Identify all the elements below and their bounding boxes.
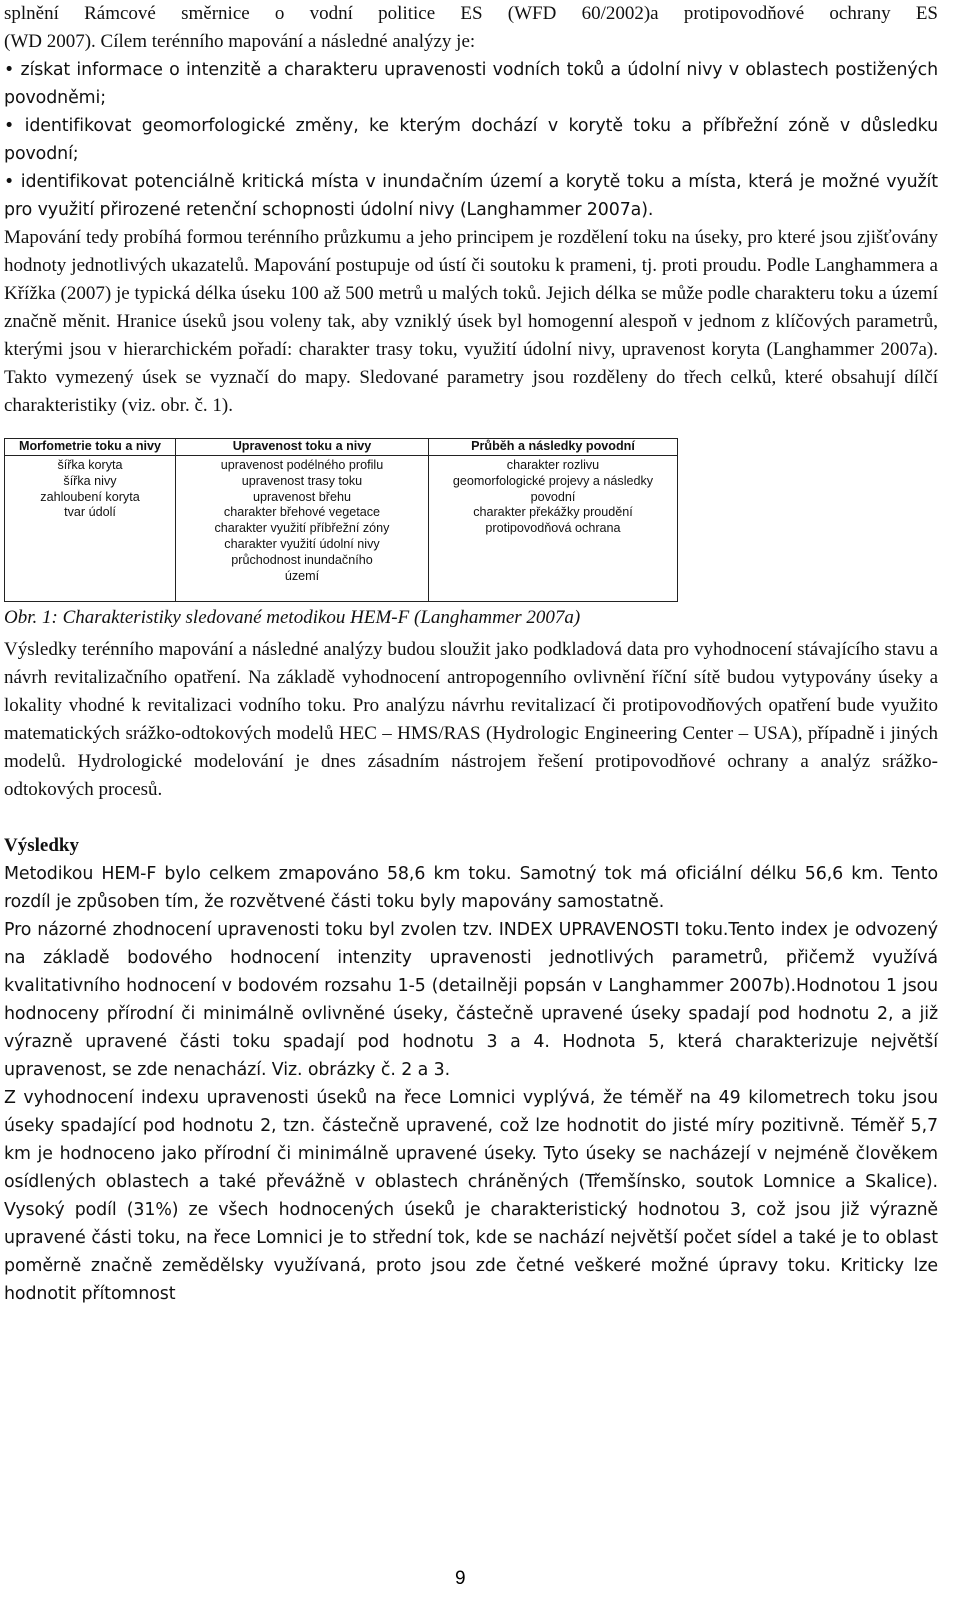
figure-item: charakter rozlivu [506,458,600,472]
section-heading-results: Výsledky [4,835,79,856]
figure-item: území [284,568,320,583]
figure-column-regulation [176,439,429,601]
figure-column-items [215,456,390,584]
results-paragraph-2: Pro názorné zhodnocení upravenosti toku byl zvolen tzv. INDEX UPRAVENOSTI toku.Tento index je odvozený na základě bodového hodnocení intenzity upravenosti jednotlivých parametrů, přičemž využívá kvalitativního hodnocení v bodovém rozsahu 1-5 (detailněji popsán v Langhammer 2007b).Hodnotou 1 jsou hodnoceny přírodní či minimálně ovlivněné úseky, částečně upravené úseky spadají pod hodnotu 2, a již výrazně upravené části toku spadají pod hodnotu 3 a 4. Hodnota 5, která charakterizuje největší upravenost, se zde nenachází. Viz. obrázky č. 2 a 3. [4,920,938,1080]
figure-item: upravenost podélného profilu [220,458,384,472]
paragraph-results-use: Výsledky terénního mapování a následné analýzy budou sloužit jako podkladová data pro vyhodnocení stávajícího stavu a návrh revitalizačního opatření. Na základě vyhodnocení antropogenního ovlivnění říční sítě budou vytypovány úseky a lokality vhodné k revitalizaci vodního toku. Pro analýzu návrhu revitalizací či protipovodňových opatření bude využito matematických srážko-odtokových modelů HEC – HMS/RAS (Hydrologic Engineering Center – USA), případně i jiných modelů. Hydrologické modelování je dnes zásadním nástrojem řešení protipovodňové ochrany a analýz srážko-odtokových procesů. [4,639,938,800]
results-paragraph-1: Metodikou HEM-F bylo celkem zmapováno 58,6 km toku. Samotný tok má oficiální délku 56,6 km. Tento rozdíl je způsoben tím, že rozvětvené části toku byly mapovány samostatně. [4,864,938,912]
figure-item: šířka koryta [57,458,123,472]
figure-item: šířka nivy [63,473,117,488]
bullet-2: • identifikovat geomorfologické změny, ke kterým dochází v korytě toku a příbřežní zóně v důsledku povodní; [4,116,938,164]
figure-item: charakter břehové vegetace [223,505,381,520]
figure-column-header: Průběh a následky povodní [429,439,677,456]
figure-item: upravenost trasy toku [241,473,363,488]
figure-table [4,438,678,602]
bullet-1: • získat informace o intenzitě a charakteru upravenosti vodních toků a údolní nivy v oblastech postižených povodněmi; [4,60,938,108]
bullet-3: • identifikovat potenciálně kritická místa v inundačním území a korytě toku a místa, která je možné využít pro využití přirozené retenční schopnosti údolní nivy (Langhammer 2007a). [4,172,938,220]
figure-caption: Obr. 1: Charakteristiky sledované metodikou HEM-F (Langhammer 2007a) [4,607,581,628]
figure-column-header: Morfometrie toku a nivy [5,439,175,456]
figure-item: charakter využití údolní nivy [224,536,380,551]
figure-column-header: Upravenost toku a nivy [176,439,428,456]
figure-item: protipovodňová ochrana [485,521,621,536]
figure-item: tvar údolí [64,505,116,520]
figure-item: upravenost břehu [252,489,351,504]
figure-column-items [40,456,139,521]
intro-line-1: splnění Rámcové směrnice o vodní politice ES (WFD 60/2002)a protipovodňové ochrany ES [4,3,938,24]
figure-1 [4,438,938,628]
figure-item: charakter využití příbřežní zóny [214,521,390,536]
intro-line-2: (WD 2007). Cílem terénního mapování a následné analýzy je: [4,31,476,52]
results-paragraph-3: Z vyhodnocení indexu upravenosti úseků na řece Lomnici vyplývá, že téměř na 49 kilometrech toku jsou úseky spadající pod hodnotu 2, tzn. částečně upravené, což lze hodnotit do jisté míry pozitivně. Téměř 5,7 km je hodnoceno jako přírodní či minimálně upravené úseky. Tyto úseky se nacházejí v nejméně člověkem osídlených oblastech a také převážně v oblastech chráněných (Třemšínsko, soutok Lomnice a Skalice). Vysoký podíl (31%) ze všech hodnocených úseků je charakteristický hodnotou 3, což jsou již výrazně upravené části toku, na řece Lomnici je to střední tok, kde se nachází největší počet sídel a také je to oblast poměrně značně zemědělsky využívaná, proto jsou zde četné veškeré možné úpravy toku. Kriticky lze hodnotit přítomnost [4,1088,938,1304]
paragraph-mapping: Mapování tedy probíhá formou terénního průzkumu a jeho principem je rozdělení toku na úseky, pro které jsou zjišťovány hodnoty jednotlivých ukazatelů. Mapování postupuje od ústí či soutoku k prameni, tj. proti proudu. Podle Langhammera a Křížka (2007) je typická délka úseku 100 až 500 metrů u malých toků. Jejich délka se může podle charakteru toku a území značně měnit. Hranice úseků jsou voleny tak, aby vzniklý úsek byl homogenní alespoň v jednom z klíčových parametrů, kterými jsou v hierarchickém pořadí: charakter trasy toku, využití údolní nivy, upravenost koryta (Langhammer 2007a). Takto vymezený úsek se vyznačí do mapy. Sledované parametry jsou rozděleny do třech celků, které obsahují dílčí charakteristiky (viz. obr. č. 1). [4,227,938,416]
figure-item: povodní [530,489,576,504]
figure-column-morphometry [5,439,176,601]
figure-item: geomorfologické projevy a následky [452,473,654,488]
figure-item: zahloubení koryta [40,489,140,504]
figure-item: průchodnost inundačního [231,552,373,567]
figure-item: charakter překážky proudění [473,505,633,520]
page-number: 9 [455,1568,466,1589]
document-page [4,0,938,1308]
figure-column-floods [429,439,677,601]
figure-column-items [453,456,653,537]
